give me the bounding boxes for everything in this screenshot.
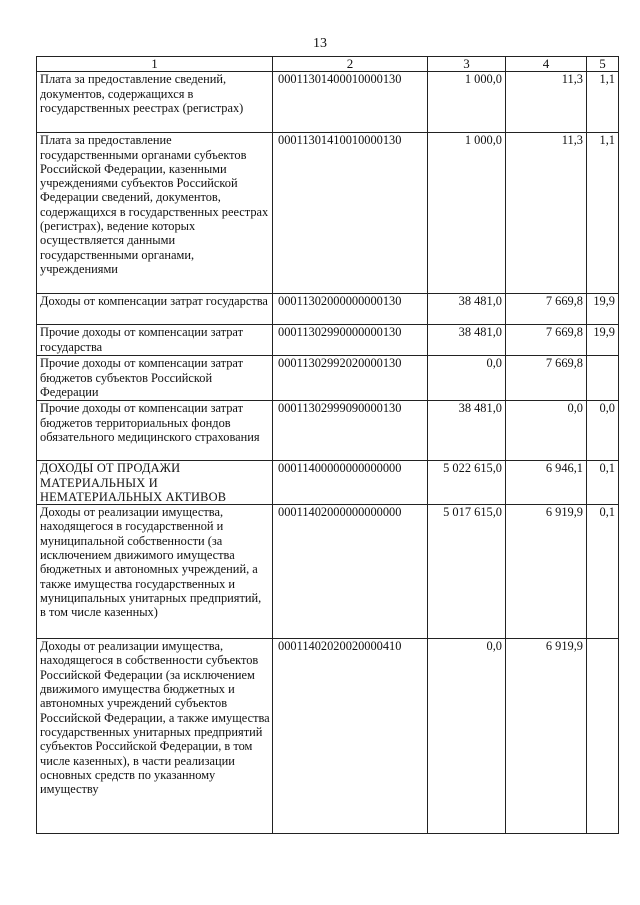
table-row bbox=[37, 72, 619, 133]
row-actual: 7 669,8 bbox=[506, 294, 587, 325]
revenue-table bbox=[36, 56, 619, 834]
row-actual: 7 669,8 bbox=[506, 356, 587, 401]
row-plan: 5 017 615,0 bbox=[428, 505, 506, 639]
row-code: 00011302999090000130 bbox=[273, 401, 428, 461]
row-name: Плата за предоставление сведений, документов, содержащихся в государственных реестрах (регистрах) bbox=[37, 72, 273, 133]
row-code: 00011402000000000000 bbox=[273, 505, 428, 639]
row-name: Плата за предоставление государственными органами субъектов Российской Федерации, казенными учреждениями субъектов Российской Федерации сведений, документов, содержащихся в государственных реестрах (регистрах), ведение которых осуществляется данными государственными органами, учреждениями bbox=[37, 133, 273, 294]
row-percent: 0,1 bbox=[587, 461, 619, 505]
row-plan: 5 022 615,0 bbox=[428, 461, 506, 505]
table-row bbox=[37, 401, 619, 461]
column-header: 4 bbox=[506, 57, 587, 72]
row-plan: 38 481,0 bbox=[428, 401, 506, 461]
row-code: 00011302000000000130 bbox=[273, 294, 428, 325]
row-name: Доходы от компенсации затрат государства bbox=[37, 294, 273, 325]
page-number: 13 bbox=[313, 36, 327, 51]
row-percent bbox=[587, 639, 619, 834]
row-percent: 0,0 bbox=[587, 401, 619, 461]
row-percent: 19,9 bbox=[587, 294, 619, 325]
row-code: 00011400000000000000 bbox=[273, 461, 428, 505]
row-plan: 0,0 bbox=[428, 356, 506, 401]
row-percent: 1,1 bbox=[587, 133, 619, 294]
table-row bbox=[37, 133, 619, 294]
row-actual: 6 919,9 bbox=[506, 505, 587, 639]
row-code: 00011402020020000410 bbox=[273, 639, 428, 834]
row-percent: 19,9 bbox=[587, 325, 619, 356]
row-name: Прочие доходы от компенсации затрат бюджетов территориальных фондов обязательного медицинского страхования bbox=[37, 401, 273, 461]
column-header: 2 bbox=[273, 57, 428, 72]
row-actual: 7 669,8 bbox=[506, 325, 587, 356]
row-name: Прочие доходы от компенсации затрат государства bbox=[37, 325, 273, 356]
row-plan: 38 481,0 bbox=[428, 325, 506, 356]
column-header: 3 bbox=[428, 57, 506, 72]
row-actual: 6 919,9 bbox=[506, 639, 587, 834]
table-row bbox=[37, 461, 619, 505]
row-code: 00011302990000000130 bbox=[273, 325, 428, 356]
row-percent: 1,1 bbox=[587, 72, 619, 133]
table-row bbox=[37, 325, 619, 356]
column-header: 1 bbox=[37, 57, 273, 72]
row-name: ДОХОДЫ ОТ ПРОДАЖИ МАТЕРИАЛЬНЫХ И НЕМАТЕРИАЛЬНЫХ АКТИВОВ bbox=[37, 461, 273, 505]
row-percent: 0,1 bbox=[587, 505, 619, 639]
table-row bbox=[37, 505, 619, 639]
row-actual: 6 946,1 bbox=[506, 461, 587, 505]
row-name: Доходы от реализации имущества, находящегося в государственной и муниципальной собственности (за исключением движимого имущества бюджетных и автономных учреждений, а также имущества государственных и муниципальных унитарных предприятий, в том числе казенных) bbox=[37, 505, 273, 639]
row-percent bbox=[587, 356, 619, 401]
row-plan: 1 000,0 bbox=[428, 72, 506, 133]
row-actual: 11,3 bbox=[506, 133, 587, 294]
row-code: 00011301410010000130 bbox=[273, 133, 428, 294]
table-row bbox=[37, 294, 619, 325]
table-row bbox=[37, 639, 619, 834]
row-plan: 1 000,0 bbox=[428, 133, 506, 294]
row-name: Доходы от реализации имущества, находящегося в собственности субъектов Российской Федерации (за исключением движимого имущества бюджетных и автономных учреждений субъектов Российской Федерации, а также имущества государственных унитарных предприятий субъектов Российской Федерации, в том числе казенных), в части реализации основных средств по указанному имуществу bbox=[37, 639, 273, 834]
row-plan: 0,0 bbox=[428, 639, 506, 834]
row-code: 00011302992020000130 bbox=[273, 356, 428, 401]
row-actual: 11,3 bbox=[506, 72, 587, 133]
column-header: 5 bbox=[587, 57, 619, 72]
table-row bbox=[37, 356, 619, 401]
row-plan: 38 481,0 bbox=[428, 294, 506, 325]
row-code: 00011301400010000130 bbox=[273, 72, 428, 133]
table-header-row bbox=[37, 57, 619, 72]
row-actual: 0,0 bbox=[506, 401, 587, 461]
row-name: Прочие доходы от компенсации затрат бюджетов субъектов Российской Федерации bbox=[37, 356, 273, 401]
